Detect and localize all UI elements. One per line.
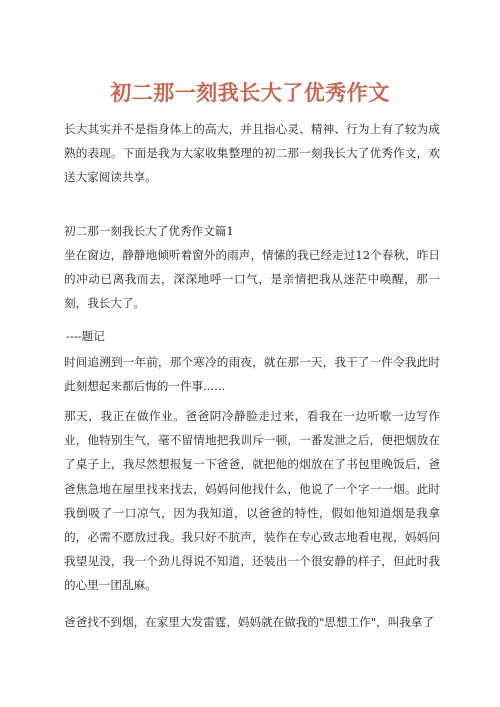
essay-paragraph-4: 爸爸找不到烟，在家里大发雷霆，妈妈就在做我的"思想工作"，叫我拿了 [64,615,435,629]
essay-paragraph-1: 坐在窗边，静静地倾听着窗外的雨声，情愫的我已经走过12个春秋，昨日的冲动已离我而去，深深地呼一口气，是亲情把我从迷茫中唤醒，那一刻，我长大了。 [64,248,440,311]
intro-paragraph: 长大其实并不是指身体上的高大，并且指心灵、精神、行为上有了较为成熟的表现。下面是我为大家收集整理的初二那一刻我长大了优秀作文，欢送大家阅读共享。 [64,122,440,185]
essay-paragraph-2: 时间追溯到一年前，那个寒冷的雨夜，就在那一天，我干了一件令我此时此刻想起来都后悔的一件事...... [64,355,440,394]
essay-paragraph-3: 那天，我正在做作业。爸爸阴冷静脸走过来，看我在一边听歌一边写作业，他特别生气，毫不留情地把我训斥一顿，一番发泄之后，便把烟放在了桌子上，我尽然想报复一下爸爸，就把他的烟放在了书包里晚饭后，爸爸焦急地在屋里找来找去，妈妈问他找什么，他说了一个字一一烟。此时我倒吸了一口凉气，因为我知道，以爸爸的特性，假如他知道烟是我拿的，必需不愿放过我。我只好不肮声，装作在专心致志地看电视，妈妈问我望见没，我一个劲儿得说不知道，还装出一个很安静的样子，但此时我的心里一团乱麻。 [64,409,440,593]
section-heading: 初二那一刻我长大了优秀作文篇1 [64,224,234,238]
document-title: 初二那一刻我长大了优秀作文 [110,80,390,106]
epigraph-signature: ----题记 [66,329,105,343]
